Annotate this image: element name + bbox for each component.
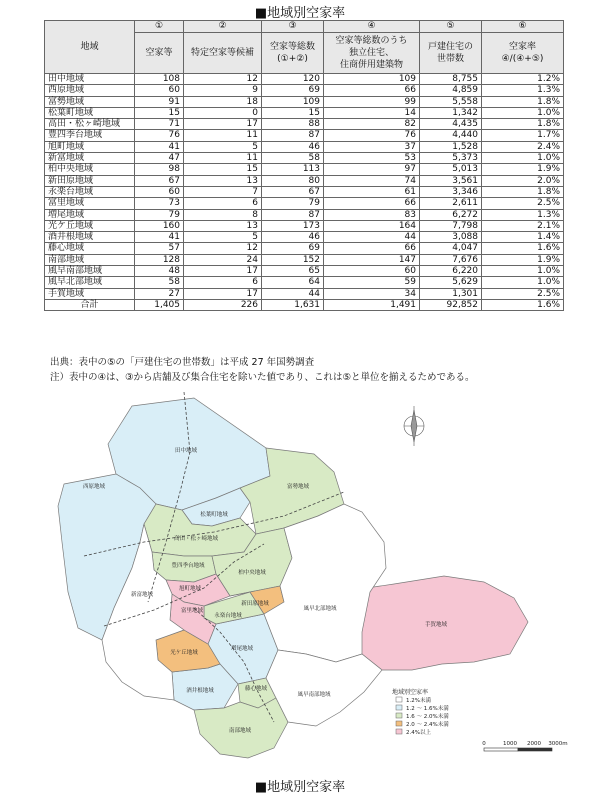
value-cell: 1.9%	[482, 164, 564, 175]
table-row	[45, 288, 564, 299]
map-label: 風早南部地域	[297, 692, 331, 698]
table-body	[45, 74, 564, 311]
value-cell: 1.0%	[482, 266, 564, 277]
vacancy-table	[44, 20, 564, 311]
value-cell: 6	[184, 198, 262, 209]
value-cell: 2.5%	[482, 288, 564, 299]
north-arrow-icon	[404, 406, 424, 446]
map-label: 田中地域	[174, 448, 198, 454]
value-cell: 46	[262, 141, 324, 152]
header-vacancy-rate: 空家率 ④/(④+⑤)	[482, 33, 564, 74]
value-cell: 13	[184, 175, 262, 186]
region-name-cell: 酒井根地域	[45, 232, 135, 243]
value-cell: 98	[135, 164, 184, 175]
map-label: 西原地域	[82, 484, 106, 490]
value-cell: 3,346	[420, 186, 482, 197]
value-cell: 4,440	[420, 130, 482, 141]
value-cell: 3,561	[420, 175, 482, 186]
table-row	[45, 130, 564, 141]
value-cell: 69	[262, 85, 324, 96]
column-number: ⑥	[482, 21, 564, 33]
value-cell: 1.7%	[482, 130, 564, 141]
value-cell: 1.3%	[482, 209, 564, 220]
region-name-cell: 手賀地域	[45, 288, 135, 299]
value-cell: 11	[184, 130, 262, 141]
table-row	[45, 119, 564, 130]
value-cell: 58	[262, 153, 324, 164]
value-cell: 18	[184, 96, 262, 107]
region-name-cell: 光ケ丘地域	[45, 220, 135, 231]
region-name-cell: 豊四季台地域	[45, 130, 135, 141]
value-cell: 60	[135, 186, 184, 197]
region-name-cell: 田中地域	[45, 74, 135, 85]
value-cell: 1,342	[420, 107, 482, 118]
value-cell: 1.3%	[482, 85, 564, 96]
value-cell: 108	[135, 74, 184, 85]
note-remark: 注）表中の④は、③から店舗及び集合住宅を除いた値であり、これは⑤と単位を揃えるためである。	[50, 372, 475, 383]
value-cell: 14	[324, 107, 420, 118]
value-cell: 6,272	[420, 209, 482, 220]
table-row	[45, 220, 564, 231]
value-cell: 226	[184, 299, 262, 310]
value-cell: 73	[135, 198, 184, 209]
value-cell: 7,676	[420, 254, 482, 265]
value-cell: 66	[324, 85, 420, 96]
value-cell: 6	[184, 277, 262, 288]
region-name-cell: 富勢地域	[45, 96, 135, 107]
map-label: 手賀地域	[424, 622, 448, 628]
value-cell: 79	[135, 209, 184, 220]
column-number-row	[45, 21, 564, 33]
region-name-cell: 柏中央地域	[45, 164, 135, 175]
value-cell: 44	[324, 232, 420, 243]
table-row	[45, 277, 564, 288]
table-row	[45, 175, 564, 186]
value-cell: 2.5%	[482, 198, 564, 209]
value-cell: 1.2%	[482, 74, 564, 85]
legend-swatch	[396, 705, 402, 710]
region-name-cell: 風早南部地域	[45, 266, 135, 277]
value-cell: 7,798	[420, 220, 482, 231]
value-cell: 1.8%	[482, 119, 564, 130]
value-cell: 2.1%	[482, 220, 564, 231]
value-cell: 2.4%	[482, 141, 564, 152]
value-cell: 164	[324, 220, 420, 231]
value-cell: 1.8%	[482, 186, 564, 197]
value-cell: 99	[324, 96, 420, 107]
region-name-cell: 西原地域	[45, 85, 135, 96]
value-cell: 5	[184, 232, 262, 243]
map-label: 富勢地域	[286, 484, 310, 490]
value-cell: 1.9%	[482, 254, 564, 265]
value-cell: 12	[184, 243, 262, 254]
value-cell: 3,088	[420, 232, 482, 243]
header-vacant: 空家等	[135, 33, 184, 74]
value-cell: 109	[262, 96, 324, 107]
value-cell: 5	[184, 141, 262, 152]
value-cell: 8,755	[420, 74, 482, 85]
value-cell: 47	[135, 153, 184, 164]
table-row	[45, 74, 564, 85]
map-label: 豊四季台地域	[171, 563, 205, 569]
value-cell: 67	[262, 186, 324, 197]
region-name-cell: 高田・松ヶ崎地域	[45, 119, 135, 130]
value-cell: 5,373	[420, 153, 482, 164]
value-cell: 71	[135, 119, 184, 130]
value-cell: 66	[324, 243, 420, 254]
value-cell: 91	[135, 96, 184, 107]
value-cell: 17	[184, 119, 262, 130]
value-cell: 7	[184, 186, 262, 197]
value-cell: 5,013	[420, 164, 482, 175]
value-cell: 4,859	[420, 85, 482, 96]
value-cell: 120	[262, 74, 324, 85]
bottom-title: ■地域別空家率	[254, 780, 346, 795]
map-label: 富里地域	[180, 608, 204, 614]
value-cell: 4,047	[420, 243, 482, 254]
table-row	[45, 85, 564, 96]
scale-label: 3000m	[548, 741, 568, 747]
region-name-cell: 増尾地域	[45, 209, 135, 220]
table-row	[45, 153, 564, 164]
legend-title: 地域別空家率	[392, 689, 429, 696]
table-row	[45, 209, 564, 220]
legend-label: 1.2%未満	[406, 698, 431, 704]
value-cell: 1.4%	[482, 232, 564, 243]
value-cell: 113	[262, 164, 324, 175]
table-row	[45, 164, 564, 175]
table-row	[45, 243, 564, 254]
map-label: 新田原地域	[241, 601, 269, 607]
value-cell: 82	[324, 119, 420, 130]
value-cell: 13	[184, 220, 262, 231]
value-cell: 17	[184, 288, 262, 299]
scale-label: 2000	[527, 741, 541, 747]
value-cell: 1.6%	[482, 299, 564, 310]
total-row	[45, 299, 564, 310]
value-cell: 2.0%	[482, 175, 564, 186]
value-cell: 44	[262, 288, 324, 299]
value-cell: 67	[135, 175, 184, 186]
region-map	[44, 392, 584, 772]
value-cell: 79	[262, 198, 324, 209]
region-name-cell: 松葉町地域	[45, 107, 135, 118]
map-label: 永楽台地域	[214, 613, 242, 619]
value-cell: 37	[324, 141, 420, 152]
table-row	[45, 232, 564, 243]
value-cell: 1,528	[420, 141, 482, 152]
value-cell: 15	[135, 107, 184, 118]
value-cell: 12	[184, 74, 262, 85]
scale-label: 1000	[503, 741, 517, 747]
note-source: 出典：表中の⑤の「戸建住宅の世帯数」は平成 27 年国勢調査	[50, 357, 315, 368]
region-name-cell: 富里地域	[45, 198, 135, 209]
table-row	[45, 254, 564, 265]
map-label: 風早北部地域	[303, 606, 337, 612]
value-cell: 46	[262, 232, 324, 243]
value-cell: 24	[184, 254, 262, 265]
map-label: 旭町地域	[178, 586, 202, 592]
value-cell: 53	[324, 153, 420, 164]
header-total-vacant: 空家等総数 (①+②)	[262, 33, 324, 74]
value-cell: 8	[184, 209, 262, 220]
column-number: ⑤	[420, 21, 482, 33]
value-cell: 64	[262, 277, 324, 288]
table-row	[45, 198, 564, 209]
header-households: 戸建住宅の 世帯数	[420, 33, 482, 74]
value-cell: 15	[184, 164, 262, 175]
map-label: 新富地域	[130, 592, 154, 598]
value-cell: 9	[184, 85, 262, 96]
map-label: 藤心地域	[244, 686, 268, 692]
scale-bar	[482, 741, 567, 751]
region-name-cell: 新田原地域	[45, 175, 135, 186]
map-label: 光ケ丘地域	[170, 650, 198, 656]
value-cell: 128	[135, 254, 184, 265]
column-number: ①	[135, 21, 184, 33]
value-cell: 65	[262, 266, 324, 277]
value-cell: 1.0%	[482, 277, 564, 288]
region-name-cell: 藤心地域	[45, 243, 135, 254]
map-label: 松葉町地域	[200, 512, 228, 518]
value-cell: 1.0%	[482, 153, 564, 164]
value-cell: 59	[324, 277, 420, 288]
region-name-cell: 永楽台地域	[45, 186, 135, 197]
value-cell: 17	[184, 266, 262, 277]
value-cell: 1,631	[262, 299, 324, 310]
region-name-cell: 新富地域	[45, 153, 135, 164]
map-label: 増尾地域	[230, 646, 254, 652]
legend-label: 2.0 ～ 2.4%未満	[406, 722, 449, 728]
value-cell: 152	[262, 254, 324, 265]
header-detached-vacant: 空家等総数のうち 独立住宅、 住商併用建築物	[324, 33, 420, 74]
value-cell: 57	[135, 243, 184, 254]
value-cell: 160	[135, 220, 184, 231]
legend-label: 1.2 ～ 1.6%未満	[406, 706, 449, 712]
legend-swatch	[396, 697, 402, 702]
legend-label: 2.4%以上	[406, 730, 431, 736]
column-number: ②	[184, 21, 262, 33]
value-cell: 5,629	[420, 277, 482, 288]
value-cell: 88	[262, 119, 324, 130]
top-title: ■地域別空家率	[254, 6, 346, 21]
region-name-cell: 南部地域	[45, 254, 135, 265]
value-cell: 92,852	[420, 299, 482, 310]
map-label: 柏中央地域	[238, 570, 266, 576]
scale-label: 0	[482, 741, 486, 747]
value-cell: 0	[184, 107, 262, 118]
table-row	[45, 141, 564, 152]
value-cell: 61	[324, 186, 420, 197]
value-cell: 34	[324, 288, 420, 299]
legend-swatch	[396, 729, 402, 734]
value-cell: 58	[135, 277, 184, 288]
value-cell: 48	[135, 266, 184, 277]
legend	[392, 688, 449, 736]
map-label: 南部地域	[228, 728, 252, 734]
value-cell: 15	[262, 107, 324, 118]
value-cell: 1,491	[324, 299, 420, 310]
value-cell: 97	[324, 164, 420, 175]
value-cell: 76	[324, 130, 420, 141]
value-cell: 41	[135, 141, 184, 152]
value-cell: 80	[262, 175, 324, 186]
value-cell: 83	[324, 209, 420, 220]
legend-label: 1.6 ～ 2.0%未満	[406, 714, 449, 720]
value-cell: 87	[262, 209, 324, 220]
table-row	[45, 107, 564, 118]
map-label: 酒井根地域	[186, 688, 214, 694]
table-row	[45, 266, 564, 277]
header-specific-vacant: 特定空家等候補	[184, 33, 262, 74]
table-row	[45, 186, 564, 197]
value-cell: 2,611	[420, 198, 482, 209]
value-cell: 1,301	[420, 288, 482, 299]
value-cell: 1.8%	[482, 96, 564, 107]
value-cell: 87	[262, 130, 324, 141]
value-cell: 109	[324, 74, 420, 85]
column-number: ④	[324, 21, 420, 33]
region-name-cell: 旭町地域	[45, 141, 135, 152]
value-cell: 41	[135, 232, 184, 243]
value-cell: 60	[324, 266, 420, 277]
value-cell: 27	[135, 288, 184, 299]
region-name-cell: 風早北部地域	[45, 277, 135, 288]
value-cell: 66	[324, 198, 420, 209]
table-row	[45, 96, 564, 107]
value-cell: 11	[184, 153, 262, 164]
region-name-cell: 合計	[45, 299, 135, 310]
map-label: 高田・松ヶ崎地域	[173, 536, 219, 542]
legend-swatch	[396, 721, 402, 726]
value-cell: 173	[262, 220, 324, 231]
value-cell: 5,558	[420, 96, 482, 107]
value-cell: 4,435	[420, 119, 482, 130]
value-cell: 6,220	[420, 266, 482, 277]
column-number: ③	[262, 21, 324, 33]
value-cell: 69	[262, 243, 324, 254]
value-cell: 147	[324, 254, 420, 265]
header-region: 地域	[45, 21, 135, 74]
legend-swatch	[396, 713, 402, 718]
value-cell: 1.0%	[482, 107, 564, 118]
value-cell: 60	[135, 85, 184, 96]
value-cell: 76	[135, 130, 184, 141]
value-cell: 74	[324, 175, 420, 186]
value-cell: 1.6%	[482, 243, 564, 254]
value-cell: 1,405	[135, 299, 184, 310]
